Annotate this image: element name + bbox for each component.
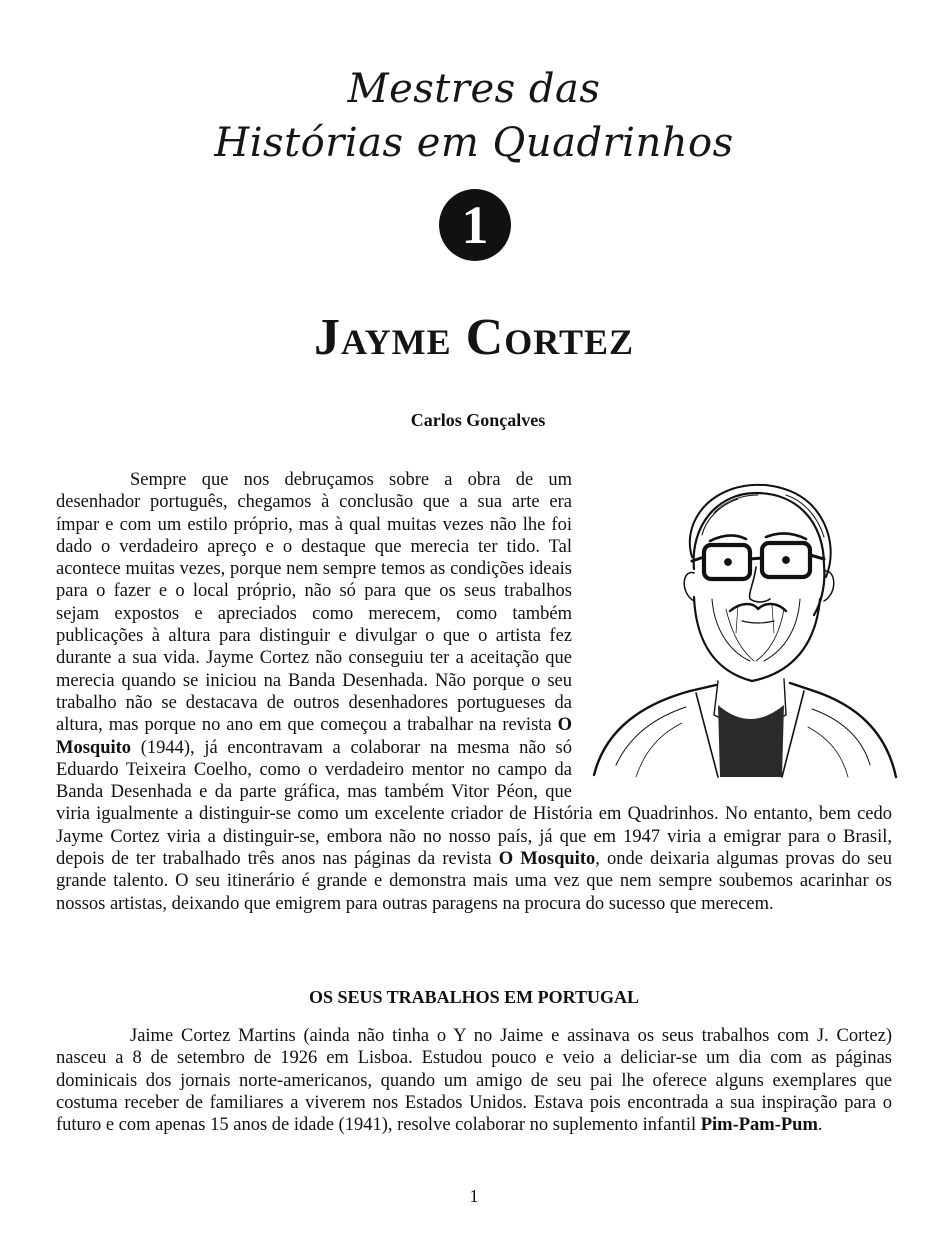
magazine-name-o-mosquito: O Mosquito xyxy=(56,715,572,758)
intro-paragraph xyxy=(56,469,892,915)
series-title xyxy=(0,62,948,170)
article-title: Jayme Cortez xyxy=(313,309,634,366)
biography-text-2: . xyxy=(817,1115,823,1136)
intro-text-3: , onde deixaria algumas provas do seu grande talento. O seu itinerário é grande e demonstra mais uma vez que nem sempre soubemos acarinhar os nossos artistas, deixando que emigrem para outras paragens na procura do sucesso que merecem. xyxy=(56,849,893,914)
series-title-line-2: Histórias em Quadrinhos xyxy=(214,120,734,166)
series-title-line-1: Mestres das xyxy=(347,66,601,112)
portrait-illustration xyxy=(586,465,904,781)
biography-text-1: Jaime Cortez Martins (ainda não tinha o Y no Jaime e assinava os seus trabalhos com J. Cortez) nasceu a 8 de setembro de 1926 em Lisboa. Estudou pouco e veio a deliciar-se um dia com as páginas dominicais dos jornais norte-americanos, quando um amigo de seu pai lhe oferece alguns exemplares que costuma receber de familiares a viverem nos Estados Unidos. Estava pois encontrada a sua inspiração para o futuro e com apenas 15 anos de idade (1941), resolve colaborar no suplemento infantil xyxy=(56,1026,892,1136)
intro-text-1: Sempre que nos debruçamos sobre a obra de um desenhador português, chegamos à conclusão que a sua arte era ímpar e com um estilo próprio, mas à qual muitas vezes não lhe foi dado o verdadeiro apreço e o destaque que merecia ter tido. Tal acontece muitas vezes, porque nem sempre temos as condições ideais para o fazer e o local próprio, não só para que os seus trabalhos sejam expostos e apreciados como merecem, como também publicações à altura para distinguir e divulgar o que o artista fez durante a sua vida. Jayme Cortez não conseguiu ter a aceitação que merecia quando se iniciou na Banda Desenhada. Não porque o seu trabalho não se destacava de outros desenhadores portugueses da altura, mas porque no ano em que começou a trabalhar na revista xyxy=(56,470,572,736)
supplement-name-pim-pam-pum: Pim-Pam-Pum xyxy=(700,1115,818,1136)
section-heading: OS SEUS TRABALHOS EM PORTUGAL xyxy=(308,987,640,1007)
issue-number-badge: 1 xyxy=(439,189,511,261)
intro-text-2: (1944), já encontravam a colaborar na mesma não só Eduardo Teixeira Coelho, como o verdadeiro mentor no campo da Banda Desenhada e da parte gráfica, mas também Vitor Péon, que viria igualmente a distinguir-se como um excelente criador de História em Quadrinhos. No entanto, bem cedo Jayme Cortez viria a distinguir-se, embora não no nosso país, já que em 1947 viria a emigrar para o Brasil, depois de ter trabalhado três anos nas páginas da revista xyxy=(56,737,892,870)
page-number: 1 xyxy=(469,1186,479,1206)
magazine-name-o-mosquito-2: O Mosquito xyxy=(498,849,596,870)
biography-paragraph xyxy=(56,1025,892,1136)
author-name: Carlos Gonçalves xyxy=(410,410,546,430)
